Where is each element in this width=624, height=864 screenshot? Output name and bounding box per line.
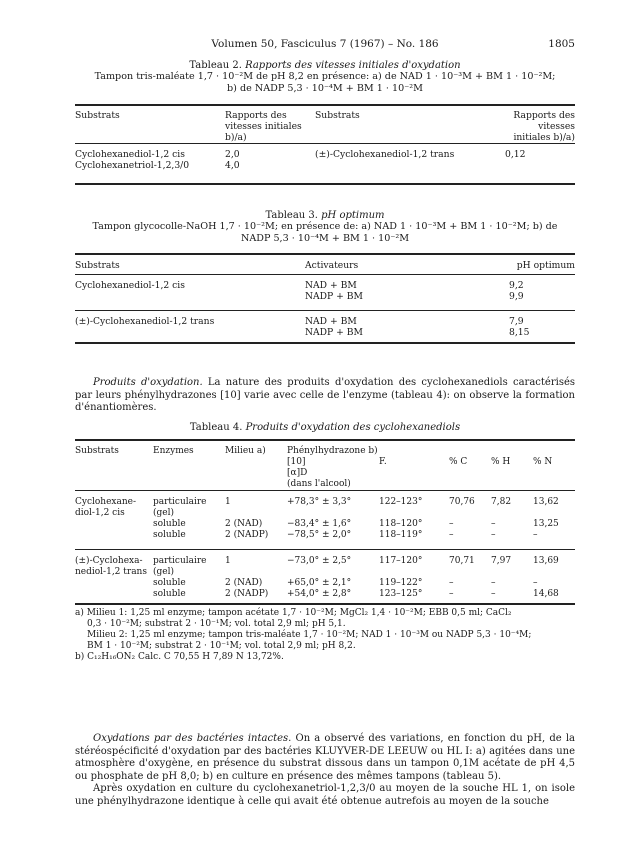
table-3-grid: Substrats Activateurs pH optimum Cyclohexanediol-1,2 cis NAD + BM NADP + BM 9,2 9,9 (±)-Cyclohexanediol-1,2 trans NAD + BM NADP + BM 7,9 8,15	[75, 253, 575, 344]
table-3-caption: Tableau 3. pH optimum	[265, 210, 385, 221]
table-row: Cyclohexanetriol-1,2,3/0	[75, 160, 190, 171]
table-row: (±)-Cyclohexanediol-1,2 trans	[75, 316, 215, 327]
table-2-grid: Substrats Rapports des vitesses initiales b)/a) Substrats Rapports des vitesses initiales b)/a) Cyclohexanediol-1,2 cis 2,0 (±)-Cyclohexanediol-1,2 trans 0,12 Cyclohexanetriol-1,2,3/0 4,0	[75, 104, 575, 185]
paragraph-products: Produits d'oxydation. La nature des produits d'oxydation des cyclohexanediols caractérisés par leurs phénylhydrazones [10] varie avec celle de l'enzyme (tableau 4): on observe la formation d'énantiomères.	[75, 377, 575, 413]
journal-title: Volumen 50, Fasciculus 7 (1967) – No. 186	[211, 38, 439, 50]
page-number: 1805	[548, 38, 575, 50]
running-header	[75, 38, 575, 50]
table-row: (±)-Cyclohexa- nediol-1,2 trans	[75, 556, 147, 577]
table-2-caption: Tableau 2. Rapports des vitesses initiales d'oxydation	[189, 60, 461, 71]
table-row: Cyclohexane- diol-1,2 cis	[75, 497, 137, 518]
table-4-grid: Substrats Enzymes Milieu a) Phénylhydrazone b) [10] [α]D (dans l'alcool) F. % C % H % N Cyclohexane- diol-1,2 cis particulaire (gel) 1 +78,3° ± 3,3° 122–123° 70,76 7,82 13,62 soluble 2 (NAD) −83,4° ± 1,6° 118–120° – – 13,25 soluble 2 (NADP) −78,5° ± 2,0° 118–119° – – – (±)-Cyclohexa- nediol-1,2 trans particulaire (gel) 1 −73,0° ± 2,5° 117–120° 70,71 7,97 13,69 soluble 2 (NAD) +65,0° ± 2,1° 119–122° – – – soluble 2 (NADP) +54,0° ± 2,8° 123–125° – – 14,68	[75, 439, 575, 605]
table-row: Cyclohexanediol-1,2 cis	[75, 280, 185, 291]
table-4	[75, 422, 575, 663]
table-2-subtitle: Tampon tris-maléate 1,7 · 10⁻²M de pH 8,2 en présence: a) de NAD 1 · 10⁻³M + BM 1 · 10⁻²M; b) de NADP 5,3 · 10⁻⁴M + BM 1 · 10⁻²M	[94, 71, 556, 94]
table-3	[75, 210, 575, 344]
table-row: Cyclohexanediol-1,2 cis	[75, 149, 185, 160]
table-4-footnotes: a) Milieu 1: 1,25 ml enzyme; tampon acétate 1,7 · 10⁻²M; MgCl₂ 1,4 · 10⁻²M; EBB 0,5 ml; CaCl₂ 0,3 · 10⁻²M; substrat 2 · 10⁻¹M; vol. total 2,9 ml; pH 5,1. Milieu 2: 1,25 ml enzyme; tampon tris-maléate 1,7 · 10⁻²M; NAD 1 · 10⁻³M ou NADP 5,3 · 10⁻⁴M; BM 1 · 10⁻²M; substrat 2 · 10⁻¹M; vol. total 2,9 ml; pH 8,2. b) C₁₂H₁₆ON₂ Calc. C 70,55 H 7,89 N 13,72%.	[75, 608, 532, 662]
table-4-caption: Tableau 4. Produits d'oxydation des cyclohexanediols	[189, 422, 461, 433]
table-2	[75, 60, 575, 185]
table-3-subtitle: Tampon glycocolle-NaOH 1,7 · 10⁻²M; en présence de: a) NAD 1 · 10⁻³M + BM 1 · 10⁻²M; b) de NADP 5,3 · 10⁻⁴M + BM 1 · 10⁻²M	[92, 221, 558, 244]
paragraph-culture: Après oxydation en culture du cyclohexanetriol-1,2,3/0 au moyen de la souche HL 1, on isole une phénylhydrazone identique à celle qui avait été obtenue autrefois au moyen de la souche	[75, 783, 575, 807]
paragraph-bacteria: Oxydations par des bactéries intactes. On a observé des variations, en fonction du pH, de la stéréospécificité d'oxydation par des bactéries KLUYVER-DE LEEUW ou HL I: a) agitées dans une atmosphère d'oxygène, en présence du substrat dissous dans un tampon 0,1M acétate de pH 4,5 ou phosphate de pH 8,0; b) en culture en présence des mêmes tampons (tableau 5). Après oxydation en culture du cyclohexanetriol-1,2,3/0 au moyen de la souche HL 1, on isole une phénylhydrazone identique à celle qui avait été obtenue autrefois au moyen de la souche	[75, 733, 575, 807]
